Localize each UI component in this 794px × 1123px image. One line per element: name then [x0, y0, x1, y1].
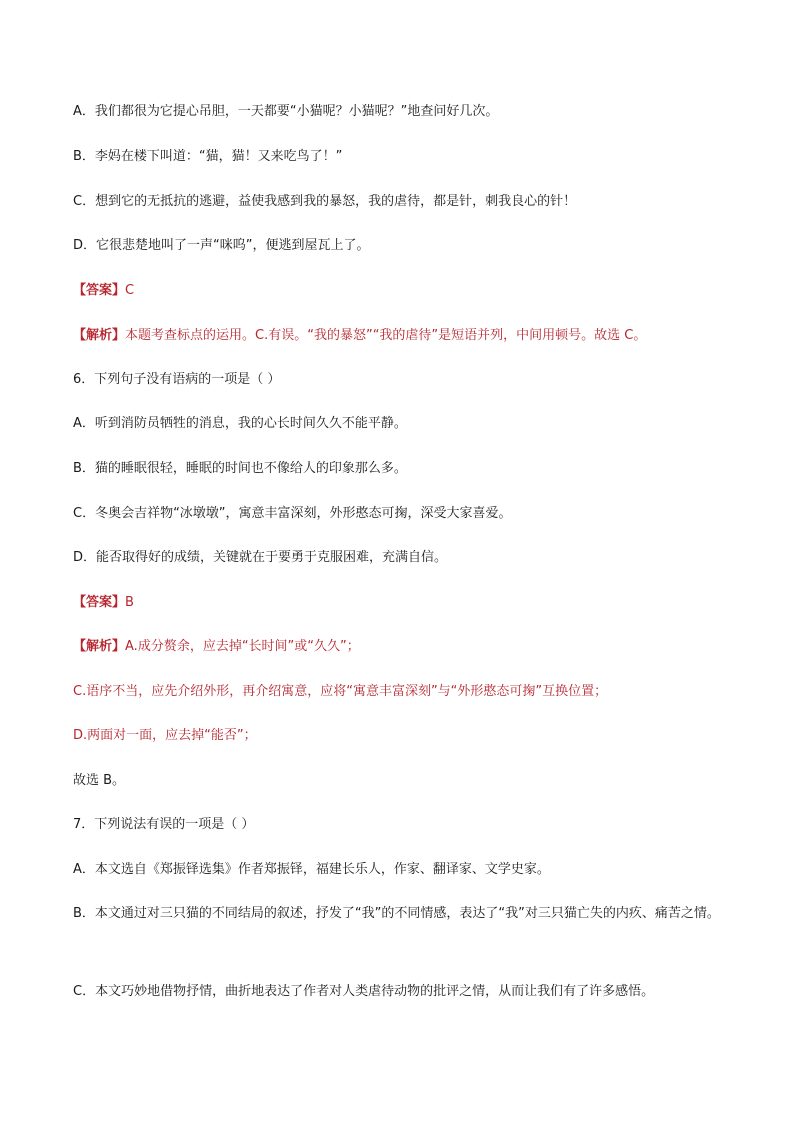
q5-option-a: A．我们都很为它提心吊胆，一天都要“小猫呢？小猫呢？”地查问好几次。 — [73, 104, 499, 119]
answer-value: C — [125, 283, 135, 298]
q5-analysis — [73, 326, 734, 346]
q6-analysis-line-4: 故选 B。 — [73, 773, 126, 788]
answer-value: B — [125, 595, 134, 610]
q5-option-b: B．李妈在楼下叫道：“猫，猫！又来吃鸟了！” — [73, 149, 343, 164]
q7-option-c: C．本文巧妙地借物抒情，曲折地表达了作者对人类虐待动物的批评之情，从而让我们有了许多感悟。 — [73, 984, 655, 999]
q6-answer — [73, 593, 734, 613]
analysis-tag: 【解析】 — [73, 328, 126, 343]
answer-tag: 【答案】 — [73, 283, 126, 298]
q6-option-c: C．冬奥会吉祥物“冰墩墩”，寓意丰富深刻，外形憨态可掬，深受大家喜爱。 — [73, 506, 512, 521]
q5-option-c: C．想到它的无抵抗的逃避，益使我感到我的暴怒，我的虐待，都是针，刺我良心的针！ — [73, 194, 577, 209]
q6-option-b: B．猫的睡眠很轻，睡眠的时间也不像给人的印象那么多。 — [73, 461, 407, 476]
q6-analysis-line-1 — [73, 637, 734, 657]
analysis-tag: 【解析】 — [73, 639, 126, 654]
q7-option-a: A．本文选自《郑振铎选集》作者郑振铎，福建长乐人，作家、翻译家、文学史家。 — [73, 862, 550, 877]
q6-option-d: D．能否取得好的成绩，关键就在于要勇于克服困难，充满自信。 — [73, 550, 448, 565]
q5-answer — [73, 281, 734, 301]
q6-option-a: A．听到消防员牺牲的消息，我的心长时间久久不能平静。 — [73, 416, 407, 431]
q5-option-d: D．它很悲楚地叫了一声“咪呜”，便逃到屋瓦上了。 — [73, 238, 370, 253]
q6-analysis-line-2: C.语序不当，应先介绍外形，再介绍寓意，应将“寓意丰富深刻”与“外形憨态可掬”互换位置； — [73, 684, 608, 699]
q7-stem: 7．下列说法有误的一项是（ ） — [73, 817, 255, 832]
q6-analysis-line-3: D.两面对一面，应去掉“能否”； — [73, 728, 257, 743]
q6-stem: 6．下列句子没有语病的一项是（ ） — [73, 372, 281, 387]
q7-option-b: B．本文通过对三只猫的不同结局的叙述，抒发了“我”的不同情感，表达了“我”对三只猫亡失的内疚、痛苦之情。 — [73, 906, 720, 921]
analysis-text: 本题考查标点的运用。C.有误。“我的暴怒”“我的虐待”是短语并列，中间用顿号。故选 C。 — [125, 328, 647, 343]
analysis-text: A.成分赘余，应去掉“长时间”或“久久”； — [125, 639, 360, 654]
answer-tag: 【答案】 — [73, 595, 126, 610]
